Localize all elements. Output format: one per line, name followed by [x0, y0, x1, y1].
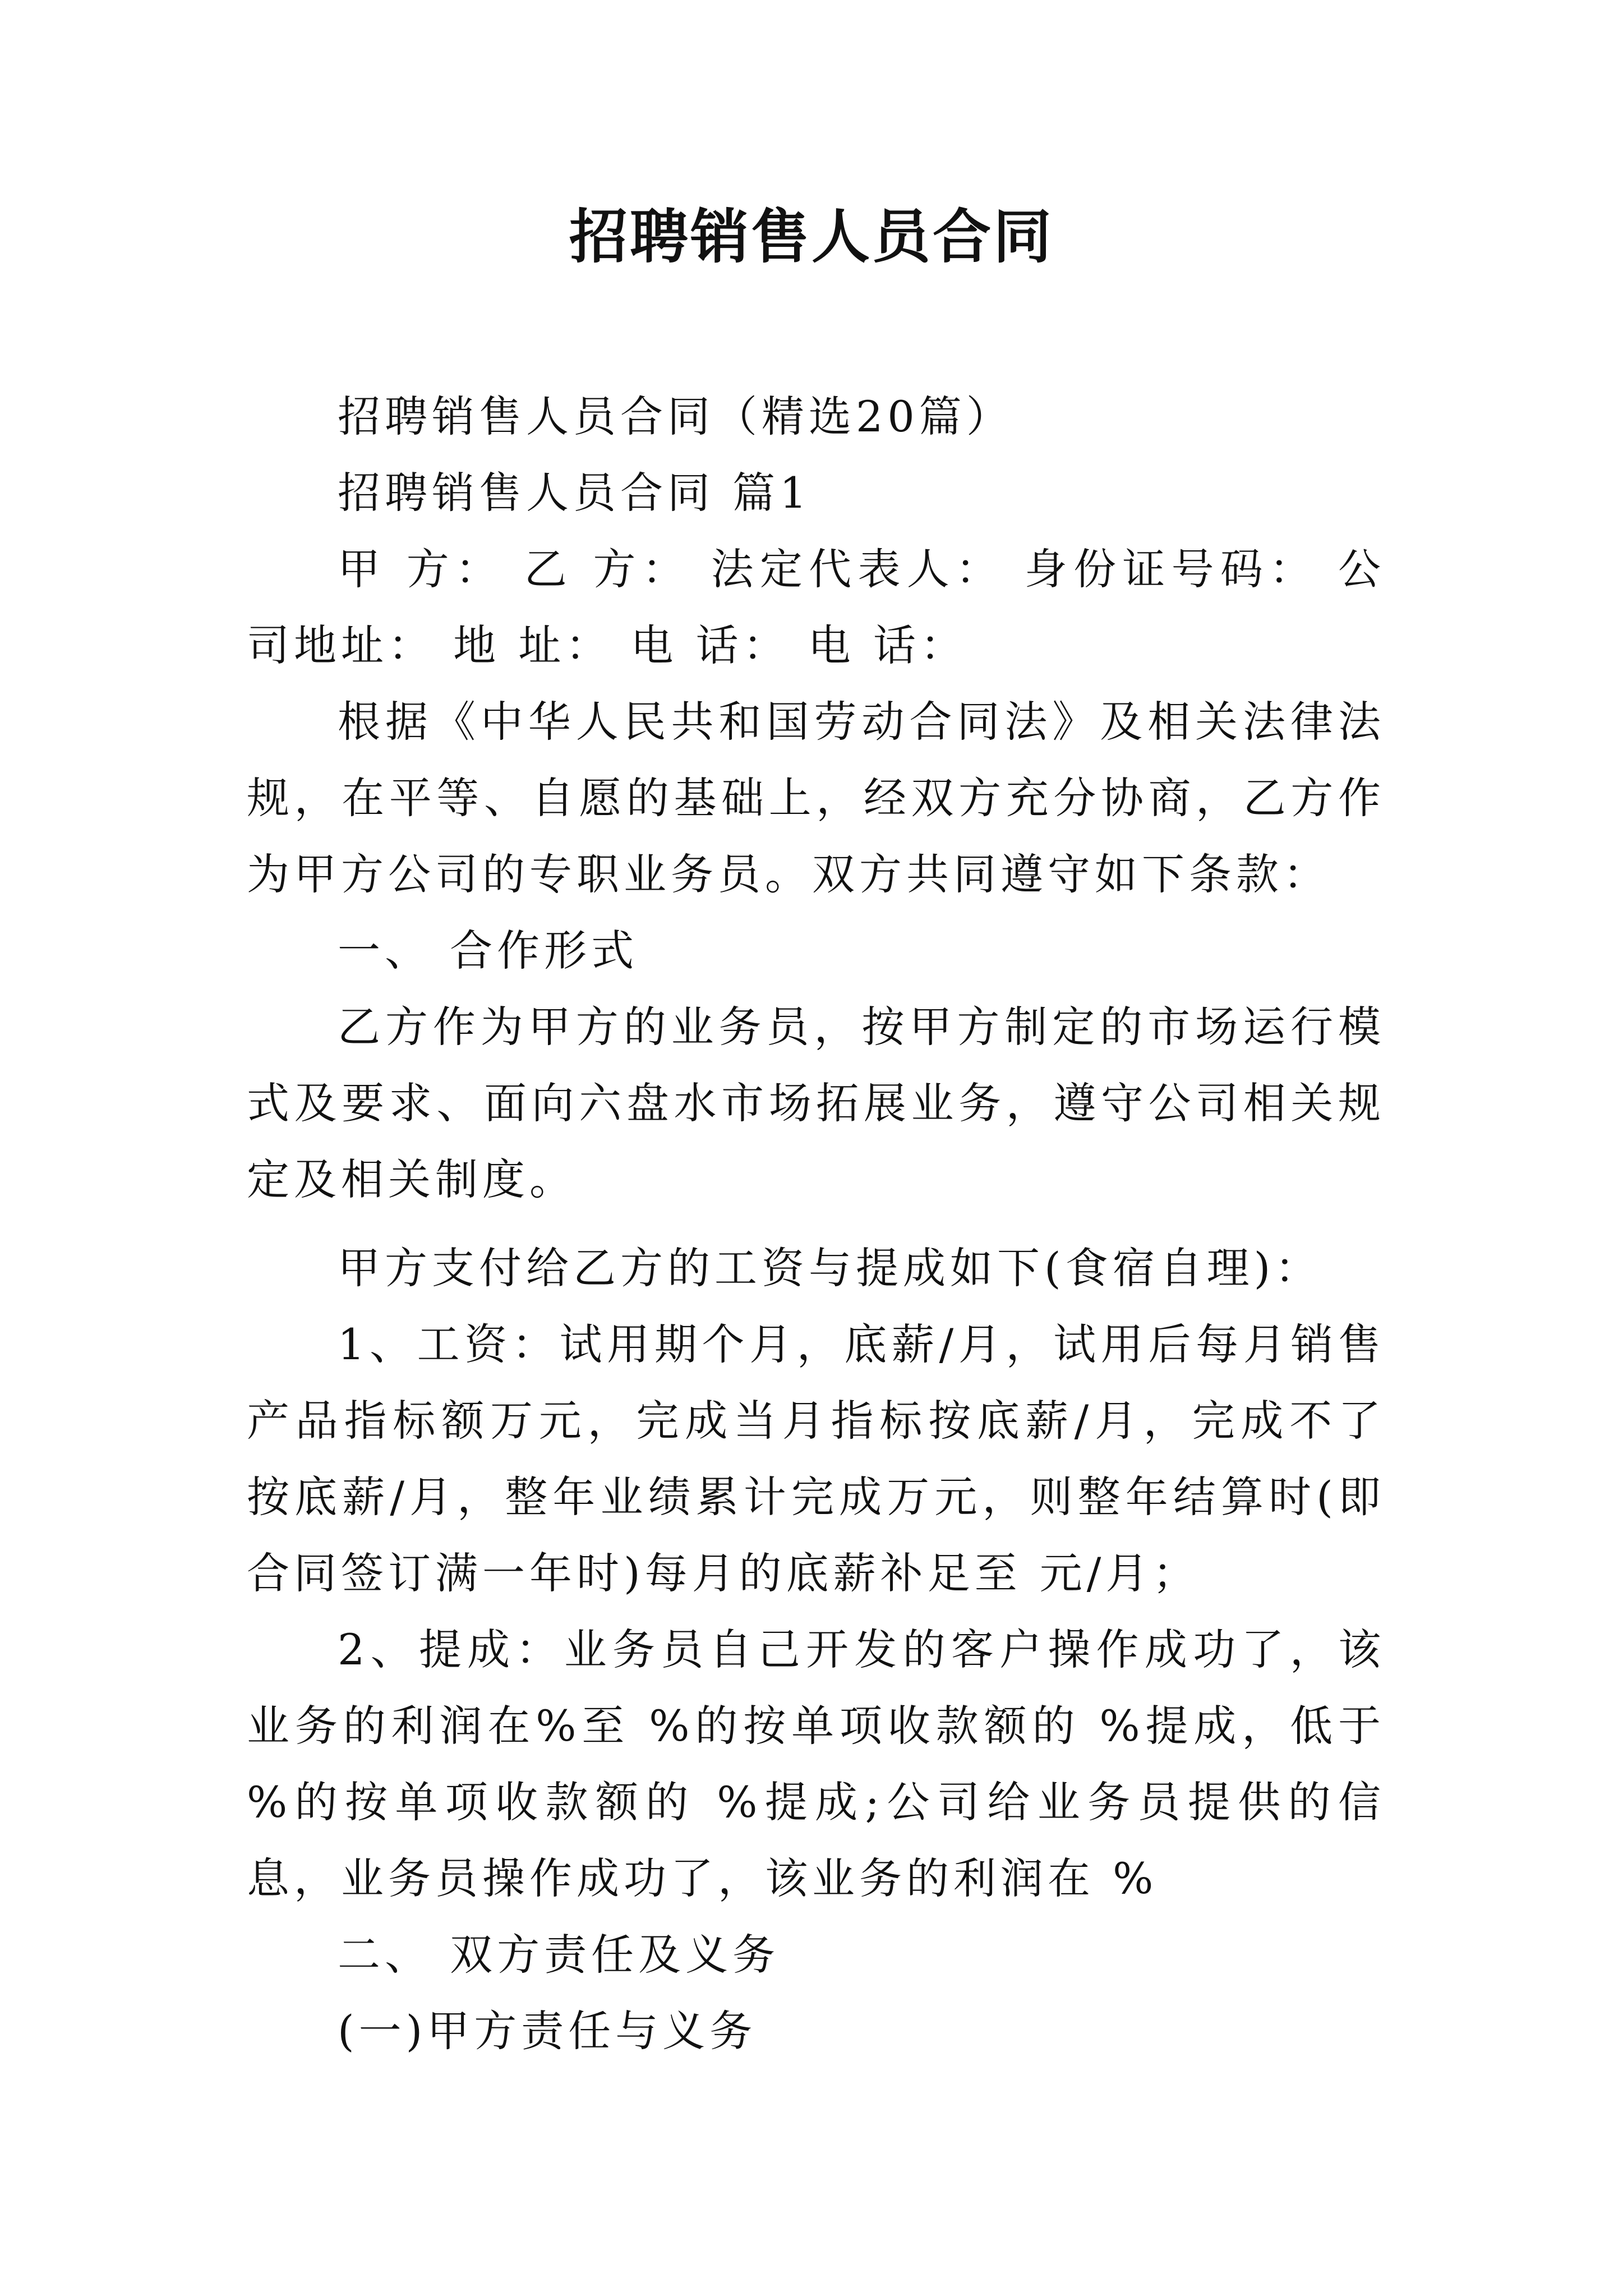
paragraph-cooperation: 乙方作为甲方的业务员，按甲方制定的市场运行模式及要求、面向六盘水市场拓展业务，遵守公司相关规定及相关制度。	[247, 1002, 1385, 1204]
document-body	[247, 379, 1385, 2069]
paragraph-party-a-duties: (一)甲方责任与义务	[338, 2006, 757, 2056]
paragraph-section-heading: 招聘销售人员合同 篇1	[338, 468, 811, 518]
paragraph-preamble: 根据《中华人民共和国劳动合同法》及相关法律法规，在平等、自愿的基础上，经双方充分协商，乙方作为甲方公司的专职业务员。双方共同遵守如下条款：	[247, 697, 1385, 899]
paragraph-parties: 甲 方： 乙 方： 法定代表人： 身份证号码： 公司地址： 地 址： 电 话： 电 话：	[247, 544, 1385, 670]
paragraph-pay-intro: 甲方支付给乙方的工资与提成如下(食宿自理)：	[338, 1243, 1322, 1293]
paragraph-clause-heading-1: 一、 合作形式	[338, 926, 639, 976]
paragraph-clause-heading-2: 二、 双方责任及义务	[338, 1930, 780, 1980]
paragraph-commission: 2、提成：业务员自己开发的客户操作成功了，该业务的利润在%至 %的按单项收款额的 %提成，低于 %的按单项收款额的 %提成;公司给业务员提供的信息，业务员操作成功了，该业务的利润在 %	[247, 1625, 1385, 1903]
paragraph-subtitle: 招聘销售人员合同（精选20篇）	[338, 392, 1013, 441]
document-title: 招聘销售人员合同	[569, 202, 1054, 271]
paragraph-salary: 1、工资：试用期个月，底薪/月，试用后每月销售产品指标额万元，完成当月指标按底薪/月，完成不了按底薪/月，整年业绩累计完成万元，则整年结算时(即合同签订满一年时)每月的底薪补足至 元/月；	[247, 1319, 1385, 1598]
